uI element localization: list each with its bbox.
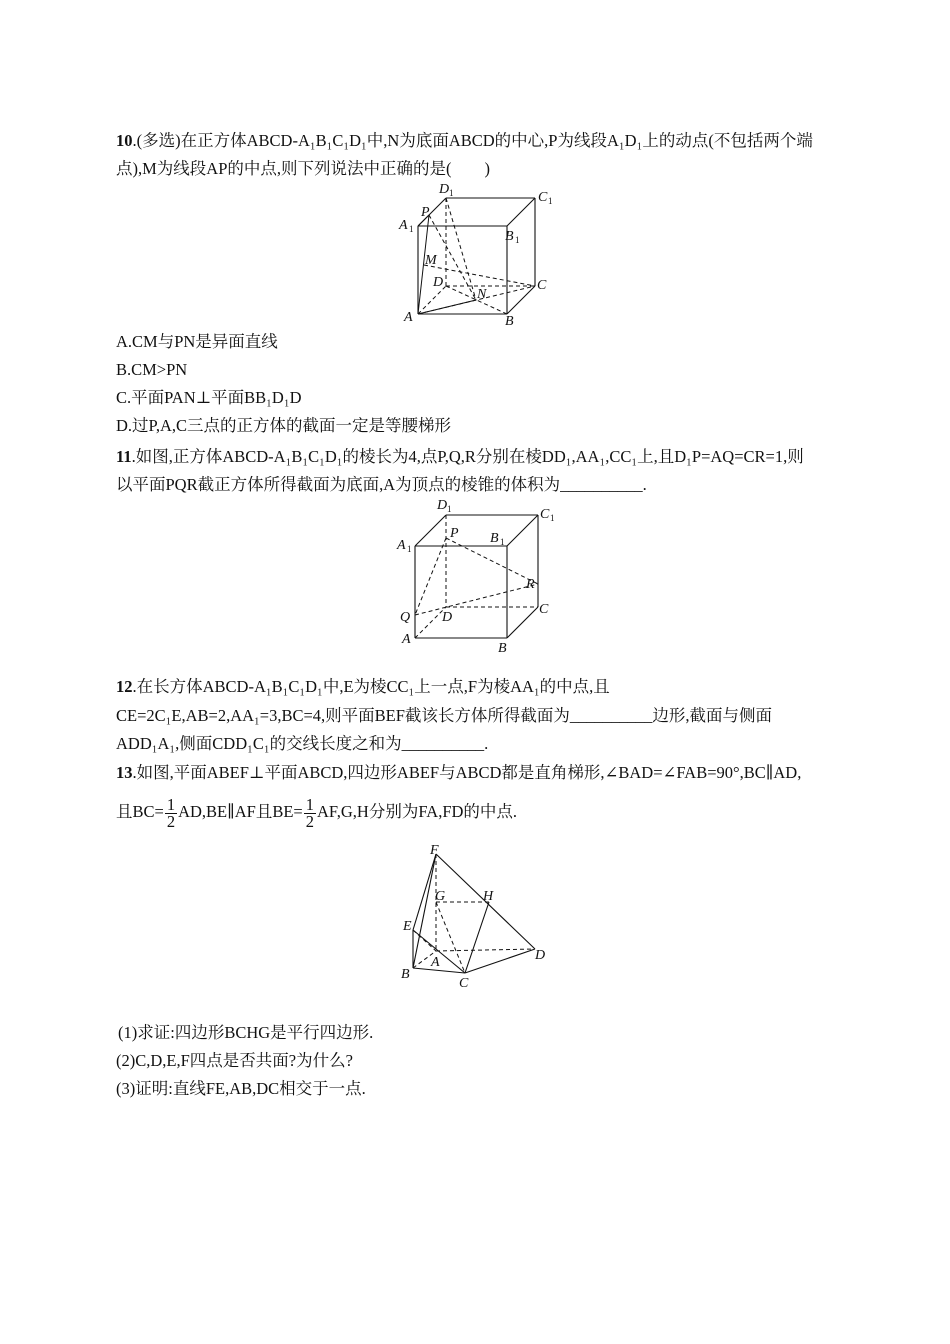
q10-option-b: B.CM>PN <box>116 360 188 379</box>
q13-label-E: E <box>403 919 412 934</box>
q11-stem-line2: 以平面PQR截正方体所得截面为底面,A为顶点的棱锥的体积为__________. <box>116 475 647 494</box>
q10-label-C: C <box>537 278 547 293</box>
q10-cube-figure <box>395 182 560 330</box>
q11-label-R: R <box>526 577 535 592</box>
q11-label-B: B <box>498 641 507 656</box>
q11-label-A1: A <box>397 538 406 553</box>
q13-part1: (1)求证:四边形BCHG是平行四边形. <box>118 1023 374 1042</box>
q13-number: 13 <box>116 763 133 782</box>
q11-label-D: D <box>442 610 453 625</box>
q13-stem-line2: 且BC= $\frac{1}{2}$ AD,BE∥AF且BE= $\frac{1}{2}$ AF,G,H分别为FA,FD的中点. <box>116 794 518 831</box>
fraction-one-half: $\frac{1}{2}$ <box>166 794 176 831</box>
q11-label-C: C <box>539 602 549 617</box>
q10-label-C1: C <box>538 190 548 205</box>
q10-label-B: B <box>505 314 514 329</box>
q10-label-A: A <box>404 310 413 325</box>
q13-label-C: C <box>459 976 469 990</box>
svg-text:1: 1 <box>407 544 412 554</box>
svg-text:1: 1 <box>515 235 520 245</box>
q13-stem-line1: 13.如图,平面ABEF⊥平面ABCD,四边形ABEF与ABCD都是直角梯形,∠BAD=∠FAB=90°,BC∥AD, <box>116 763 802 782</box>
q10-label-P: P <box>421 205 430 220</box>
fraction-one-half: $\frac{1}{2}$ <box>305 794 314 831</box>
q10-label-D1: D <box>439 182 450 197</box>
q13-label-A: A <box>431 955 440 970</box>
q10-stem-line2: 点),M为线段AP的中点,则下列说法中正确的是( ) <box>116 159 490 178</box>
q11-label-D1: D <box>437 498 448 513</box>
q10-label-B1: B <box>505 229 514 244</box>
q10-label-N: N <box>477 287 487 302</box>
svg-text:1: 1 <box>500 537 505 547</box>
q10-stem-line1: 10.(多选)在正方体ABCD-A₁B₁C₁D₁中,N为底面ABCD的中心,P为线段A₁D₁上的动点(不包括两个端 <box>116 131 813 150</box>
svg-text:1: 1 <box>550 513 555 523</box>
q13-label-G: G <box>435 889 446 904</box>
q11-cube-figure <box>395 497 560 657</box>
q12-stem-line2: CE=2C₁E,AB=2,AA₁=3,BC=4,则平面BEF截该长方体所得截面为__________边形,截面与侧面 <box>116 706 773 725</box>
q10-option-c: C.平面PAN⊥平面BB₁D₁D <box>116 388 302 407</box>
q11-label-A: A <box>402 632 411 647</box>
q10-label-D: D <box>433 275 444 290</box>
q13-part2: (2)C,D,E,F四点是否共面?为什么? <box>116 1051 353 1070</box>
q10-label-A1: A <box>399 218 408 233</box>
q12-number: 12 <box>116 677 133 696</box>
q11-stem-line1: 11.如图,正方体ABCD-A₁B₁C₁D₁的棱长为4,点P,Q,R分别在棱DD₁,AA₁,CC₁上,且D₁P=AQ=CR=1,则 <box>116 447 804 466</box>
q13-label-H: H <box>483 889 494 904</box>
q10-option-d: D.过P,A,C三点的正方体的截面一定是等腰梯形 <box>116 416 452 435</box>
q11-label-Q: Q <box>400 610 411 625</box>
svg-text:1: 1 <box>449 188 454 198</box>
q12-stem-line1: 12.在长方体ABCD-A₁B₁C₁D₁中,E为棱CC₁上一点,F为棱AA₁的中点,且 <box>116 677 610 696</box>
q11-label-P: P <box>450 526 459 541</box>
q10-option-a: A.CM与PN是异面直线 <box>116 332 278 351</box>
svg-text:1: 1 <box>447 504 452 514</box>
q13-label-D: D <box>535 948 546 963</box>
q13-label-B: B <box>401 967 410 982</box>
q12-stem-line3: ADD₁A₁,侧面CDD₁C₁的交线长度之和为__________. <box>116 734 489 753</box>
q11-number: 11 <box>116 447 132 466</box>
q13-part3: (3)证明:直线FE,AB,DC相交于一点. <box>116 1079 366 1098</box>
q13-label-F: F <box>430 843 439 858</box>
q10-label-M: M <box>425 253 437 268</box>
q11-label-C1: C <box>540 507 550 522</box>
svg-text:1: 1 <box>409 224 414 234</box>
q11-label-B1: B <box>490 531 499 546</box>
q10-number: 10 <box>116 131 133 150</box>
svg-text:1: 1 <box>548 196 553 206</box>
q13-solid-figure <box>395 840 555 990</box>
